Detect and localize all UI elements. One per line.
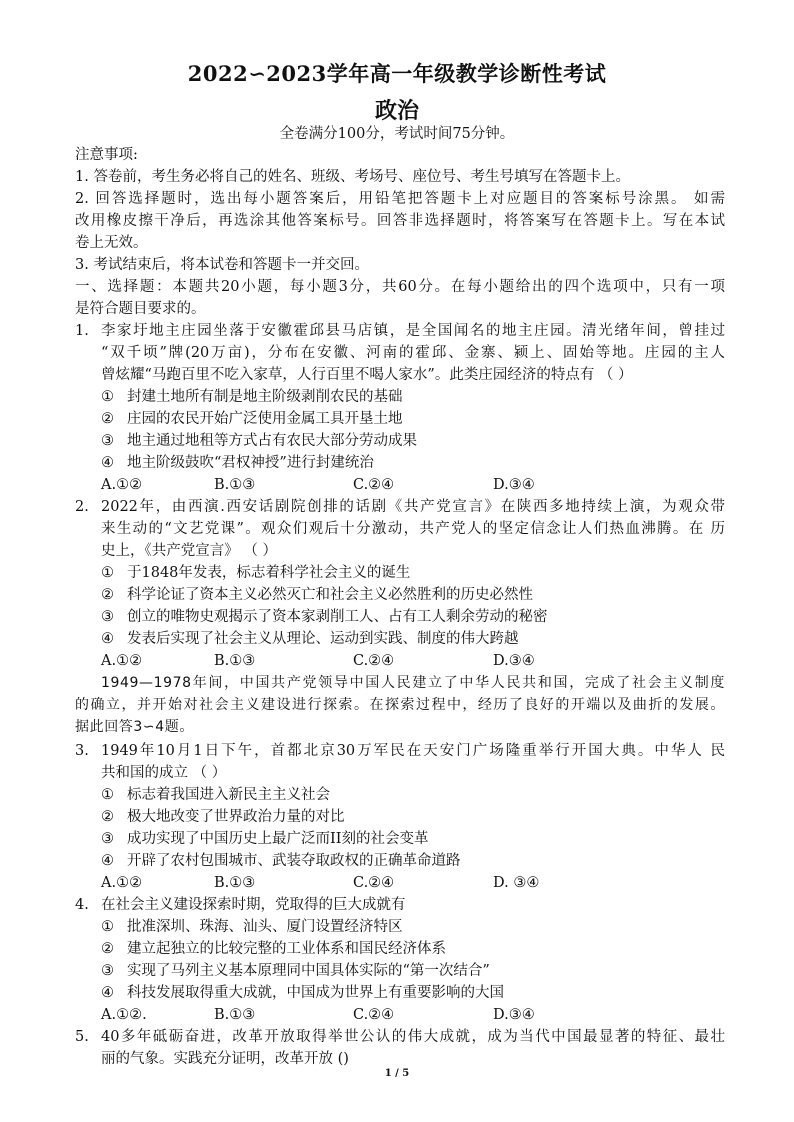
option-mark: ③	[101, 963, 114, 979]
q3-option-2	[101, 806, 751, 828]
q3-stem-line-1: 1949年10月1日下午，首都北京30万军民在天安门广场隆重举行开国大典。中华人 民	[101, 743, 725, 759]
section-heading-line-1: 一、选择题：本题共20小题，每小题3分，共60分。在每小题给出的四个选项中，只有一项	[75, 279, 725, 295]
option-mark: ②	[101, 941, 114, 957]
q3-option-3	[101, 828, 751, 850]
page-number: 1 / 5	[384, 1068, 410, 1079]
q4-choices	[101, 1004, 561, 1026]
q1-number: 1.	[75, 323, 89, 339]
material-line-1: 1949—1978年间，中国共产党领导中国人民建立了中华人民共和国，完成了社会主义制度	[101, 675, 725, 691]
option-text: 标志着我国进入新民主主义社会	[127, 787, 330, 803]
q2-number: 2.	[75, 499, 89, 515]
q4-option-4	[101, 982, 751, 1004]
option-mark: ④	[101, 853, 114, 869]
q2-stem-line-1: 2022年，由西演.西安话剧院创排的话剧《共产党宣言》在陕西多地持续上演，为观众带	[101, 499, 725, 515]
q3-option-1	[101, 784, 751, 806]
q2-stem-line-2: 来生动的“文艺党课”。观众们观后十分激动，共产党人的坚定信念让人们热血沸腾。在 历	[101, 521, 725, 537]
option-text: 开辟了农村包围城市、武装夺取政权的正确革命道路	[127, 853, 461, 869]
q4-option-3	[101, 960, 751, 982]
q1-option-1	[101, 386, 751, 408]
exam-meta: 全卷满分100分，考试时间75分钟。	[279, 126, 515, 142]
option-text: 发表后实现了社会主义从理论、运动到实践、制度的伟大跨越	[127, 631, 519, 647]
q1-stem-line-3: 曾炫耀“马跑百里不吃入家草，人行百里不喝人家水”。此类庄园经济的特点有 （ ）	[101, 367, 633, 383]
q3-choices	[101, 872, 561, 894]
option-mark: ④	[101, 985, 114, 1001]
option-text: 极大地改变了世界政治力量的对比	[127, 809, 345, 825]
option-mark: ③	[101, 433, 114, 449]
q4-choice-c: C.②④	[353, 1007, 395, 1023]
q4-option-2	[101, 938, 751, 960]
option-text: 科技发展取得重大成就，中国成为世界上有重要影响的大国	[127, 985, 504, 1001]
option-text: 庄园的农民开始广泛使用金属工具开垦土地	[127, 411, 403, 427]
material-line-3: 据此回答3∽4题。	[75, 719, 194, 735]
q1-choice-d: D.③④	[493, 477, 535, 493]
option-mark: ④	[101, 455, 114, 471]
q4-option-1	[101, 916, 751, 938]
option-text: 封建土地所有制是地主阶级剥削农民的基础	[127, 389, 403, 405]
section-heading-line-2: 是符合题目要求的。	[75, 301, 206, 317]
q1-option-2	[101, 408, 751, 430]
q1-stem-line-2: “双千顷”牌(20万亩)，分布在安徽、河南的霍邱、金寨、颍上、固始等地。庄园的主人	[101, 345, 725, 361]
q5-stem-line-1: 40多年砥砺奋进，改革开放取得举世公认的伟大成就，成为当代中国最显著的特征、最壮	[101, 1029, 725, 1045]
q1-stem-line-1: 李家圩地主庄园坐落于安徽霍邱县马店镇，是全国闻名的地主庄园。清光绪年间，曾挂过	[101, 323, 725, 339]
option-mark: ①	[101, 787, 114, 803]
q2-option-3	[101, 606, 751, 628]
option-text: 地主通过地租等方式占有农民大部分劳动成果	[127, 433, 417, 449]
q1-choice-a: A.①②	[101, 477, 143, 493]
option-mark: ②	[101, 809, 114, 825]
q1-choice-b: B.①③	[214, 477, 256, 493]
exam-title: 2022∽2023学年高一年级教学诊断性考试	[187, 61, 607, 86]
q2-option-4	[101, 628, 751, 650]
q1-choices	[101, 474, 561, 496]
q5-stem-line-2: 丽的气象。实践充分证明，改革开放 ()	[101, 1051, 349, 1067]
option-mark: ④	[101, 631, 114, 647]
notes-heading: 注意事项:	[75, 147, 138, 163]
option-mark: ①	[101, 389, 114, 405]
q3-choice-c: C.②④	[353, 875, 395, 891]
q2-choice-c: C.②④	[353, 653, 395, 669]
q3-option-4	[101, 850, 751, 872]
notes-item-3: 3. 考试结束后，将本试卷和答题卡一并交回。	[75, 257, 369, 273]
notes-item-1: 1. 答卷前，考生务必将自己的姓名、班级、考场号、座位号、考生号填写在答题卡上。	[75, 169, 630, 185]
option-mark: ③	[101, 831, 114, 847]
q2-choices	[101, 650, 561, 672]
q3-number: 3.	[75, 743, 89, 759]
option-mark: ①	[101, 919, 114, 935]
q2-choice-b: B.①③	[214, 653, 256, 669]
option-mark: ③	[101, 609, 114, 625]
q2-option-1	[101, 562, 751, 584]
option-text: 建立起独立的比较完整的工业体系和国民经济体系	[127, 941, 446, 957]
q2-choice-a: A.①②	[101, 653, 143, 669]
q3-choice-a: A.①②	[101, 875, 143, 891]
option-text: 实现了马列主义基本原理同中国具体实际的“第一次结合”	[127, 963, 490, 979]
option-text: 于1848年发表，标志着科学社会主义的诞生	[127, 565, 411, 581]
q1-choice-c: C.②④	[353, 477, 395, 493]
q4-choice-d: D.③④	[493, 1007, 535, 1023]
q2-choice-d: D.③④	[493, 653, 535, 669]
option-text: 科学论证了资本主义必然灭亡和社会主义必然胜利的历史必然性	[127, 587, 533, 603]
notes-item-2-line-3: 卷上无效。	[75, 235, 148, 251]
q1-option-3	[101, 430, 751, 452]
q3-choice-b: B.①③	[214, 875, 256, 891]
q4-stem-line-1: 在社会主义建设探索时期，党取得的巨大成就有	[101, 897, 406, 913]
option-text: 成功实现了中国历史上最广泛而II刻的社会变革	[127, 831, 429, 847]
option-mark: ②	[101, 411, 114, 427]
q4-choice-b: B.①③	[214, 1007, 256, 1023]
notes-item-2-line-2: 改用橡皮擦干净后，再选涂其他答案标号。回答非选择题时，将答案写在答题卡上。写在本试	[75, 213, 725, 229]
option-mark: ②	[101, 587, 114, 603]
subject-title: 政治	[374, 98, 419, 124]
option-text: 创立的唯物史观揭示了资本家剥削工人、占有工人剩余劳动的秘密	[127, 609, 548, 625]
option-text: 批准深圳、珠海、汕头、厦门设置经济特区	[127, 919, 403, 935]
material-line-2: 的确立，并开始对社会主义建设进行探索。在探索过程中，经历了良好的开端以及曲折的发展。	[75, 697, 725, 713]
notes-item-2-line-1: 2. 回答选择题时，选出每小题答案后，用铅笔把答题卡上对应题目的答案标号涂黑。 如需	[75, 191, 725, 207]
option-mark: ①	[101, 565, 114, 581]
q2-option-2	[101, 584, 751, 606]
q2-stem-line-3: 史上，《共产党宣言》 （ ）	[101, 543, 277, 559]
q4-choice-a: A.①②.	[101, 1007, 147, 1023]
q3-choice-d: D. ③④	[493, 875, 540, 891]
q1-option-4	[101, 452, 751, 474]
q3-stem-line-2: 共和国的成立 （ ）	[101, 765, 227, 781]
option-text: 地主阶级鼓吹“君权神授”进行封建统治	[127, 455, 374, 471]
q5-number: 5.	[75, 1029, 89, 1045]
q4-number: 4.	[75, 897, 89, 913]
